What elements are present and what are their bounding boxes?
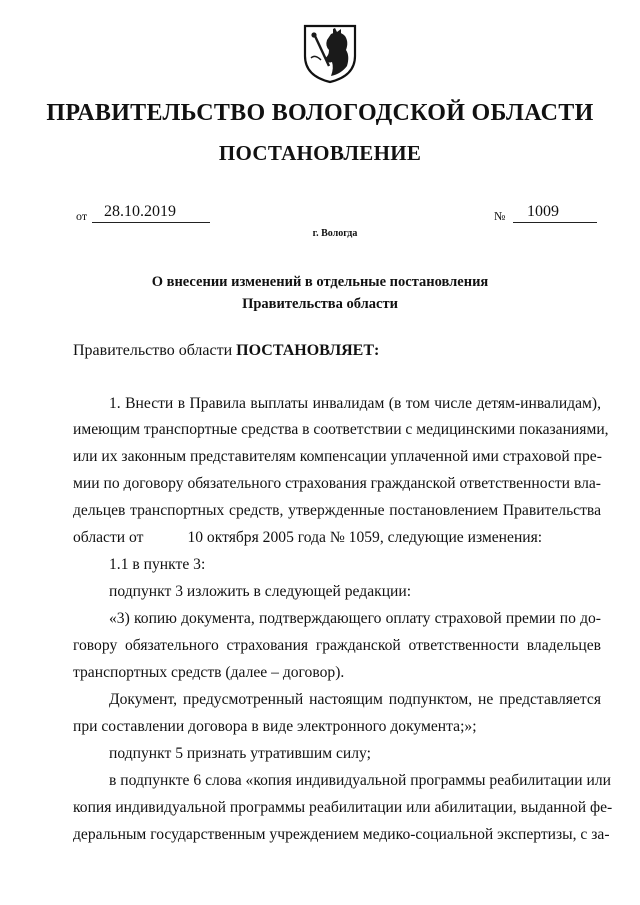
preamble-emphasis: ПОСТАНОВЛЯЕТ:	[236, 342, 380, 359]
body-line: подпункт 3 изложить в следующей редакции:	[109, 583, 412, 600]
number-label: №	[494, 209, 506, 223]
number-underline	[513, 222, 597, 223]
body-line: Документ, предусмотренный настоящим подпунктом, не представляется	[109, 691, 601, 708]
government-title: ПРАВИТЕЛЬСТВО ВОЛОГОДСКОЙ ОБЛАСТИ	[46, 100, 594, 126]
body-line: имеющим транспортные средства в соответствии с медицинскими показаниями,	[73, 421, 609, 438]
subject-line-2: Правительства области	[242, 296, 398, 312]
subject-line-1: О внесении изменений в отдельные постановления	[151, 274, 489, 290]
preamble-text: Правительство области	[73, 342, 233, 359]
preamble	[73, 342, 379, 360]
body-line: 1. Внести в Правила выплаты инвалидам (в том числе детям-инвалидам),	[109, 395, 601, 412]
body-line: «3) копию документа, подтверждающего оплату страховой премии по до-	[109, 610, 601, 627]
body-line: в подпункте 6 слова «копия индивидуальной программы реабилитации или	[109, 772, 611, 789]
document-number: 1009	[527, 203, 559, 220]
body-line: 1.1 в пункте 3:	[109, 556, 206, 573]
document-date: 28.10.2019	[104, 203, 176, 220]
body-line: деральным государственным учреждением медико-социальной экспертизы, с за-	[73, 826, 610, 843]
body-line: говору обязательного страхования гражданской ответственности владельцев	[73, 637, 601, 654]
body-line-part: 10 октября 2005 года № 1059, следующие изменения:	[187, 529, 543, 546]
city-label: г. Вологда	[312, 228, 358, 239]
date-underline	[92, 222, 210, 223]
body-line: дельцев транспортных средств, утвержденные постановлением Правительства	[73, 502, 601, 519]
coat-of-arms-emblem	[301, 22, 359, 84]
document-subject	[0, 271, 640, 315]
document-type-title: ПОСТАНОВЛЕНИЕ	[218, 141, 422, 165]
body-line: транспортных средств (далее – договор).	[73, 664, 345, 681]
body-line: подпункт 5 признать утратившим силу;	[109, 745, 371, 762]
body-line: или их законным представителям компенсации уплаченной ими страховой пре-	[73, 448, 602, 465]
body-line	[73, 529, 542, 547]
date-label: от	[76, 209, 88, 223]
body-line: при составлении договора в виде электронного документа;»;	[73, 718, 477, 735]
body-line: мии по договору обязательного страхования гражданской ответственности вла-	[73, 475, 601, 492]
body-line-part: области от	[73, 529, 144, 546]
body-line: копия индивидуальной программы реабилитации или абилитации, выданной фе-	[73, 799, 613, 816]
